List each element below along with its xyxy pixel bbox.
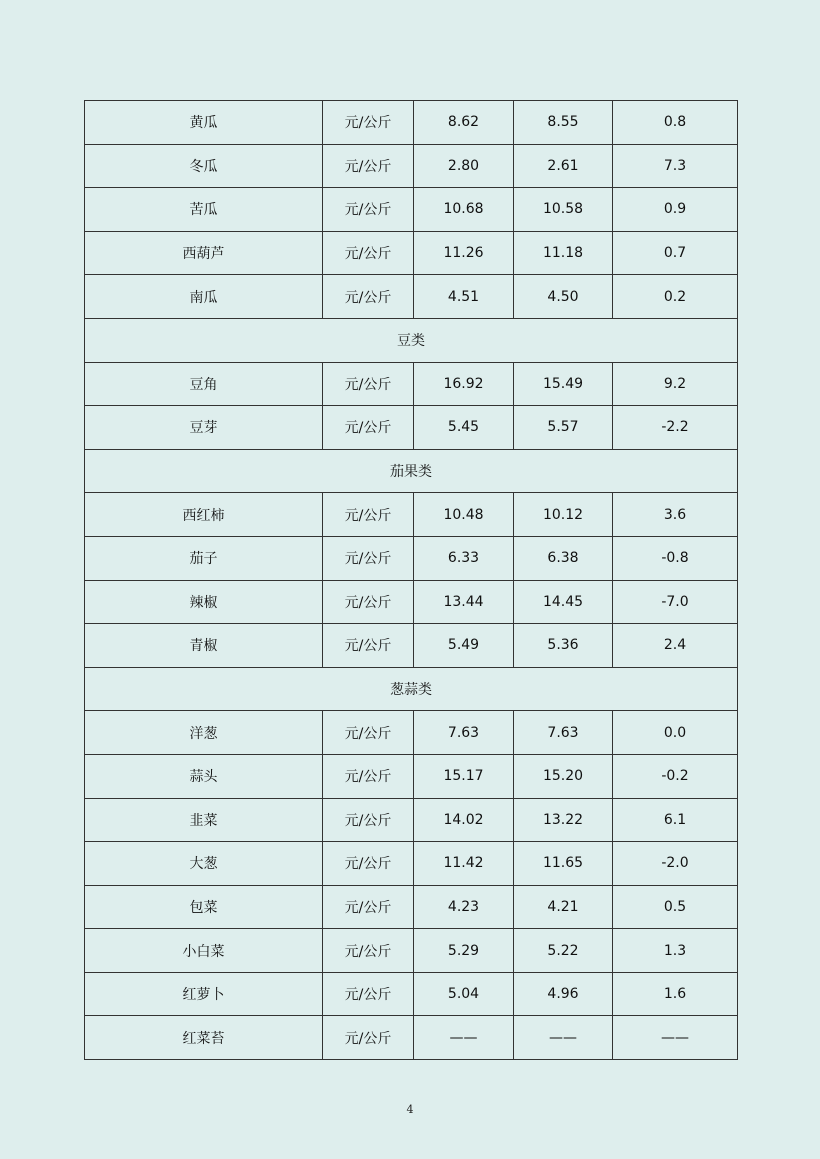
change-percent-cell: 0.7 xyxy=(613,231,738,275)
previous-price-cell: 14.45 xyxy=(514,580,613,624)
table-row xyxy=(85,842,738,886)
current-price-cell: 13.44 xyxy=(414,580,514,624)
table-row xyxy=(85,536,738,580)
page-number: 4 xyxy=(406,1103,414,1116)
change-percent-cell: -7.0 xyxy=(613,580,738,624)
previous-price-cell: 10.58 xyxy=(514,188,613,232)
previous-price-cell: 15.49 xyxy=(514,362,613,406)
table-row xyxy=(85,1016,738,1060)
change-percent-cell: -0.2 xyxy=(613,754,738,798)
item-name-cell: 冬瓜 xyxy=(85,144,323,188)
unit-cell: 元/公斤 xyxy=(323,754,414,798)
item-name-cell: 红菜苔 xyxy=(85,1016,323,1060)
unit-cell: 元/公斤 xyxy=(323,101,414,145)
previous-price-cell: 4.96 xyxy=(514,972,613,1016)
item-name-cell: 黄瓜 xyxy=(85,101,323,145)
item-name-cell: 南瓜 xyxy=(85,275,323,319)
item-name-cell: 西葫芦 xyxy=(85,231,323,275)
item-name-cell: 洋葱 xyxy=(85,711,323,755)
previous-price-cell: 11.18 xyxy=(514,231,613,275)
table-row xyxy=(85,493,738,537)
item-name-cell: 韭菜 xyxy=(85,798,323,842)
current-price-cell: 15.17 xyxy=(414,754,514,798)
category-label: 茄果类 xyxy=(85,449,738,493)
previous-price-cell: 2.61 xyxy=(514,144,613,188)
previous-price-cell: 5.36 xyxy=(514,624,613,668)
unit-cell: 元/公斤 xyxy=(323,929,414,973)
previous-price-cell: 8.55 xyxy=(514,101,613,145)
current-price-cell: 4.51 xyxy=(414,275,514,319)
category-row xyxy=(85,318,738,362)
change-percent-cell: 9.2 xyxy=(613,362,738,406)
current-price-cell: 10.48 xyxy=(414,493,514,537)
table-row xyxy=(85,624,738,668)
unit-cell: 元/公斤 xyxy=(323,711,414,755)
item-name-cell: 豆芽 xyxy=(85,406,323,450)
table-row xyxy=(85,929,738,973)
table-row xyxy=(85,972,738,1016)
item-name-cell: 蒜头 xyxy=(85,754,323,798)
current-price-cell: 2.80 xyxy=(414,144,514,188)
previous-price-cell: 6.38 xyxy=(514,536,613,580)
item-name-cell: 红萝卜 xyxy=(85,972,323,1016)
item-name-cell: 辣椒 xyxy=(85,580,323,624)
table-row xyxy=(85,144,738,188)
unit-cell: 元/公斤 xyxy=(323,885,414,929)
unit-cell: 元/公斤 xyxy=(323,362,414,406)
unit-cell: 元/公斤 xyxy=(323,231,414,275)
unit-cell: 元/公斤 xyxy=(323,842,414,886)
current-price-cell: 5.49 xyxy=(414,624,514,668)
current-price-cell: 4.23 xyxy=(414,885,514,929)
item-name-cell: 豆角 xyxy=(85,362,323,406)
unit-cell: 元/公斤 xyxy=(323,406,414,450)
table-row xyxy=(85,711,738,755)
previous-price-cell: 5.22 xyxy=(514,929,613,973)
change-percent-cell: 6.1 xyxy=(613,798,738,842)
unit-cell: 元/公斤 xyxy=(323,188,414,232)
change-percent-cell: 1.3 xyxy=(613,929,738,973)
table-row xyxy=(85,885,738,929)
unit-cell: 元/公斤 xyxy=(323,536,414,580)
table-row xyxy=(85,275,738,319)
previous-price-cell: 15.20 xyxy=(514,754,613,798)
change-percent-cell: -2.2 xyxy=(613,406,738,450)
unit-cell: 元/公斤 xyxy=(323,798,414,842)
category-row xyxy=(85,449,738,493)
table-row xyxy=(85,406,738,450)
table-row xyxy=(85,362,738,406)
category-label: 葱蒜类 xyxy=(85,667,738,711)
change-percent-cell: 0.9 xyxy=(613,188,738,232)
current-price-cell: 7.63 xyxy=(414,711,514,755)
vegetable-price-table xyxy=(84,100,738,1060)
item-name-cell: 青椒 xyxy=(85,624,323,668)
current-price-cell: 6.33 xyxy=(414,536,514,580)
current-price-cell: 16.92 xyxy=(414,362,514,406)
previous-price-cell: 4.50 xyxy=(514,275,613,319)
change-percent-cell: 3.6 xyxy=(613,493,738,537)
previous-price-cell: 4.21 xyxy=(514,885,613,929)
table-row xyxy=(85,580,738,624)
table-row xyxy=(85,231,738,275)
unit-cell: 元/公斤 xyxy=(323,144,414,188)
item-name-cell: 包菜 xyxy=(85,885,323,929)
current-price-cell: 14.02 xyxy=(414,798,514,842)
table-row xyxy=(85,798,738,842)
current-price-cell: 5.29 xyxy=(414,929,514,973)
table-row xyxy=(85,754,738,798)
current-price-cell: 11.42 xyxy=(414,842,514,886)
item-name-cell: 茄子 xyxy=(85,536,323,580)
previous-price-cell: —— xyxy=(514,1016,613,1060)
change-percent-cell: 2.4 xyxy=(613,624,738,668)
change-percent-cell: 0.0 xyxy=(613,711,738,755)
unit-cell: 元/公斤 xyxy=(323,580,414,624)
previous-price-cell: 7.63 xyxy=(514,711,613,755)
previous-price-cell: 13.22 xyxy=(514,798,613,842)
change-percent-cell: 0.2 xyxy=(613,275,738,319)
unit-cell: 元/公斤 xyxy=(323,493,414,537)
table-row xyxy=(85,101,738,145)
previous-price-cell: 10.12 xyxy=(514,493,613,537)
item-name-cell: 大葱 xyxy=(85,842,323,886)
unit-cell: 元/公斤 xyxy=(323,624,414,668)
item-name-cell: 苦瓜 xyxy=(85,188,323,232)
unit-cell: 元/公斤 xyxy=(323,1016,414,1060)
table-body xyxy=(85,101,738,1060)
current-price-cell: 5.04 xyxy=(414,972,514,1016)
current-price-cell: 8.62 xyxy=(414,101,514,145)
change-percent-cell: 7.3 xyxy=(613,144,738,188)
change-percent-cell: 0.5 xyxy=(613,885,738,929)
category-label: 豆类 xyxy=(85,318,738,362)
change-percent-cell: 1.6 xyxy=(613,972,738,1016)
change-percent-cell: 0.8 xyxy=(613,101,738,145)
category-row xyxy=(85,667,738,711)
change-percent-cell: -2.0 xyxy=(613,842,738,886)
current-price-cell: 5.45 xyxy=(414,406,514,450)
change-percent-cell: -0.8 xyxy=(613,536,738,580)
current-price-cell: 11.26 xyxy=(414,231,514,275)
item-name-cell: 西红柿 xyxy=(85,493,323,537)
current-price-cell: 10.68 xyxy=(414,188,514,232)
previous-price-cell: 5.57 xyxy=(514,406,613,450)
previous-price-cell: 11.65 xyxy=(514,842,613,886)
item-name-cell: 小白菜 xyxy=(85,929,323,973)
current-price-cell: —— xyxy=(414,1016,514,1060)
unit-cell: 元/公斤 xyxy=(323,972,414,1016)
change-percent-cell: —— xyxy=(613,1016,738,1060)
table-row xyxy=(85,188,738,232)
unit-cell: 元/公斤 xyxy=(323,275,414,319)
